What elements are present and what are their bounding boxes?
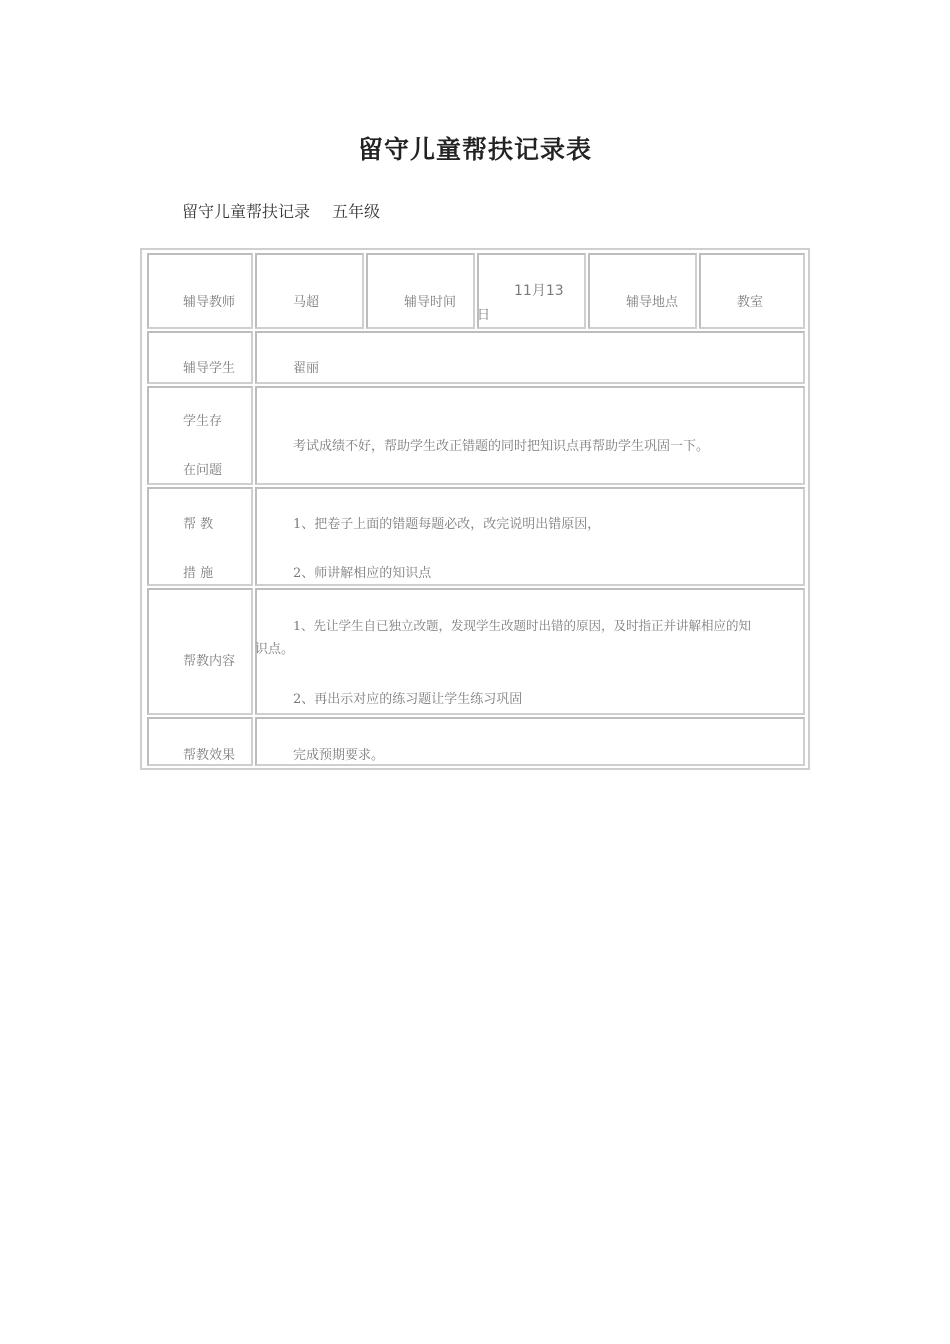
place-value: 教室 bbox=[737, 295, 764, 310]
student-value: 翟丽 bbox=[293, 361, 320, 376]
teacher-label-cell bbox=[147, 253, 253, 329]
place-cell bbox=[699, 253, 805, 329]
student-cell bbox=[255, 331, 805, 384]
grade-label: 五年级 bbox=[332, 202, 381, 221]
content-line1b: 识点。 bbox=[255, 642, 295, 657]
measures-cell bbox=[255, 487, 805, 586]
content-line2: 2、再出示对应的练习题让学生练习巩固 bbox=[293, 692, 523, 707]
effect-cell bbox=[255, 717, 805, 766]
record-table bbox=[140, 248, 810, 770]
effect-label: 帮教效果 bbox=[183, 748, 236, 763]
content-label-cell bbox=[147, 588, 253, 715]
teacher-label: 辅导教师 bbox=[183, 295, 236, 310]
measures-line1: 1、把卷子上面的错题每题必改，改完说明出错原因， bbox=[293, 517, 601, 532]
effect-text: 完成预期要求。 bbox=[293, 748, 385, 763]
problem-label-line2: 在问题 bbox=[183, 463, 223, 478]
content-label: 帮教内容 bbox=[183, 654, 236, 669]
subtitle-label: 留守儿童帮扶记录 bbox=[182, 202, 311, 221]
subtitle bbox=[182, 199, 380, 222]
student-label-cell bbox=[147, 331, 253, 384]
teacher-cell bbox=[255, 253, 364, 329]
student-label: 辅导学生 bbox=[183, 361, 236, 376]
problem-label-cell bbox=[147, 386, 253, 485]
measures-label-line2: 措 施 bbox=[183, 566, 214, 581]
measures-line2: 2、师讲解相应的知识点 bbox=[293, 566, 432, 581]
time-label: 辅导时间 bbox=[404, 295, 457, 310]
place-label-cell bbox=[588, 253, 697, 329]
problem-text: 考试成绩不好，帮助学生改正错题的同时把知识点再帮助学生巩固一下。 bbox=[293, 439, 710, 454]
problem-cell bbox=[255, 386, 805, 485]
place-label: 辅导地点 bbox=[626, 295, 679, 310]
time-cell bbox=[477, 253, 586, 329]
time-value-line1: 11月13 bbox=[514, 283, 564, 299]
teacher-value: 马超 bbox=[293, 295, 320, 310]
problem-label-line1: 学生存 bbox=[183, 414, 223, 429]
page-title: 留守儿童帮扶记录表 bbox=[357, 135, 592, 164]
content-line1a: 1、先让学生自已独立改题，发现学生改题时出错的原因，及时指正并讲解相应的知 bbox=[293, 618, 751, 633]
content-cell bbox=[255, 588, 805, 715]
time-label-cell bbox=[366, 253, 475, 329]
time-value-line2: 日 bbox=[477, 308, 491, 323]
effect-label-cell bbox=[147, 717, 253, 766]
measures-label-line1: 帮 教 bbox=[183, 517, 214, 532]
measures-label-cell bbox=[147, 487, 253, 586]
